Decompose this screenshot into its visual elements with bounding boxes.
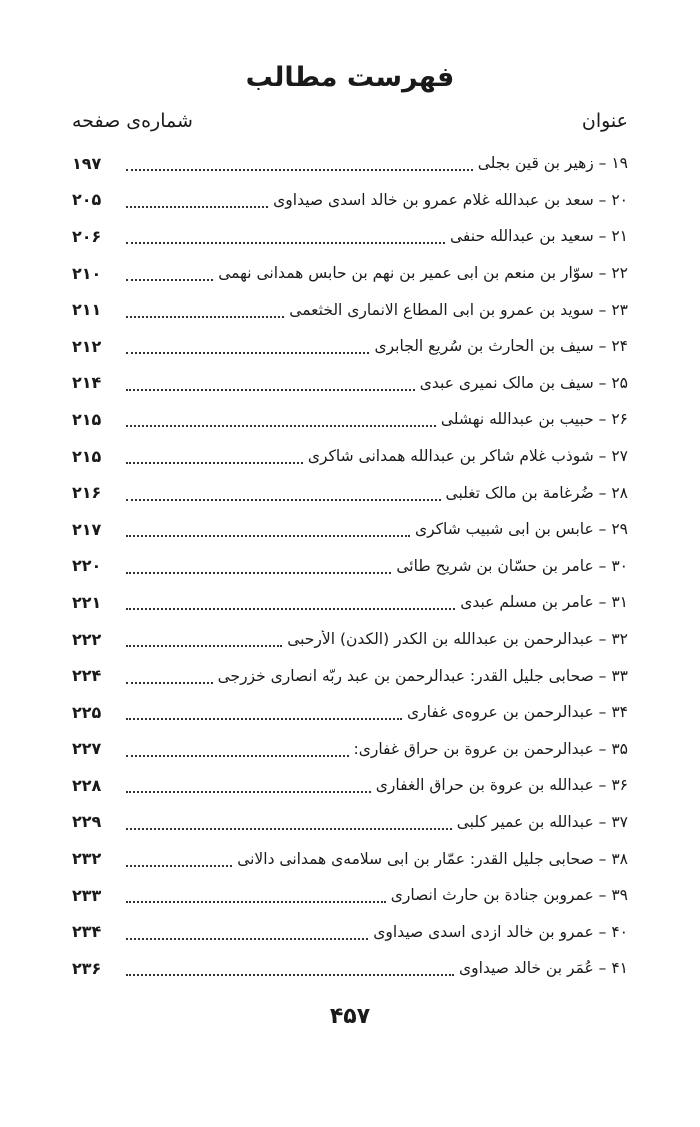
- toc-entry[interactable]: [72, 511, 628, 548]
- dot-leader: [126, 444, 303, 464]
- toc-entry[interactable]: [72, 840, 628, 877]
- toc-entry[interactable]: [72, 731, 628, 768]
- toc-entry-title: ۳۷ – عبدالله بن عمیر کلبی: [456, 812, 628, 831]
- toc-entry-title: ۲۸ – ضُرغامة بن مالک تغلبی: [445, 483, 628, 502]
- toc-entry-page: ۲۳۶: [72, 958, 102, 978]
- toc-entry-page: ۲۱۶: [72, 483, 102, 503]
- toc-entry-page: ۲۳۳: [72, 885, 102, 905]
- page-number: ۴۵۷: [329, 1004, 371, 1029]
- toc-entry-title: ۲۵ – سیف بن مالک نمیری عبدی: [419, 373, 628, 392]
- toc-entry-title: ۲۷ – شوذب غلام شاکر بن عبدالله همدانی شاکری: [307, 447, 628, 466]
- toc-entry-page: ۲۱۵: [72, 409, 102, 429]
- toc-entry-title: ۳۵ – عبدالرحمن بن عروة بن حراق غفاری:: [353, 739, 628, 758]
- toc-entry-title: ۳۱ – عامر بن مسلم عبدی: [460, 593, 628, 612]
- dot-leader: [126, 700, 402, 720]
- toc-list: [72, 145, 628, 987]
- toc-entry-page: ۲۲۴: [72, 666, 102, 686]
- toc-entry[interactable]: [72, 328, 628, 365]
- dot-leader: [126, 371, 415, 391]
- dot-leader: [126, 188, 268, 208]
- toc-entry-title: ۲۳ – سوید بن عمرو بن ابی المطاع الانماری الخثعمی: [289, 300, 628, 319]
- dot-leader: [126, 773, 371, 793]
- toc-entry-title: ۳۴ – عبدالرحمن بن عروه‌ی غفاری: [407, 703, 628, 722]
- toc-entry-title: ۲۱ – سعید بن عبدالله حنفی: [450, 227, 628, 246]
- toc-entry-title: ۴۱ – عُمَر بن خالد صیداوی: [459, 959, 628, 978]
- dot-leader: [126, 261, 213, 281]
- toc-entry-page: ۲۱۵: [72, 446, 102, 466]
- toc-entry-page: ۲۳۴: [72, 922, 102, 942]
- toc-entry-page: ۲۲۰: [72, 556, 102, 576]
- dot-leader: [126, 590, 455, 610]
- dot-leader: [126, 810, 452, 830]
- toc-entry[interactable]: [72, 913, 628, 950]
- dot-leader: [126, 554, 391, 574]
- dot-leader: [126, 481, 441, 501]
- toc-entry-page: ۲۱۰: [72, 263, 102, 283]
- toc-entry[interactable]: [72, 255, 628, 292]
- toc-entry-title: ۳۰ – عامر بن حسّان بن شریح طائی: [396, 556, 628, 575]
- toc-entry-page: ۲۲۸: [72, 775, 102, 795]
- toc-entry-page: ۲۱۴: [72, 373, 102, 393]
- dot-leader: [126, 334, 369, 354]
- dot-leader: [126, 883, 386, 903]
- dot-leader: [126, 920, 368, 940]
- toc-entry-page: ۲۲۱: [72, 592, 102, 612]
- toc-entry-page: ۲۳۲: [72, 849, 102, 869]
- toc-entry-page: ۲۲۵: [72, 702, 102, 722]
- dot-leader: [126, 224, 445, 244]
- toc-entry[interactable]: [72, 145, 628, 182]
- toc-entry-title: ۲۶ – حبیب بن عبدالله نهشلی: [440, 410, 628, 429]
- toc-entry[interactable]: [72, 365, 628, 402]
- toc-entry-page: ۲۱۱: [72, 300, 102, 320]
- toc-entry[interactable]: [72, 621, 628, 658]
- toc-entry-title: ۲۰ – سعد بن عبدالله غلام عمرو بن خالد اسدی صیداوی: [273, 190, 628, 209]
- page-column-heading: شماره‌ی صفحه: [72, 110, 193, 132]
- toc-header: [72, 110, 628, 140]
- page-title: فهرست مطالب: [245, 62, 455, 93]
- toc-entry-title: ۳۳ – صحابی جلیل القدر: عبدالرحمن بن عبد ربّه انصاری خزرجی: [217, 666, 628, 685]
- toc-entry-page: ۲۲۲: [72, 629, 102, 649]
- toc-entry[interactable]: [72, 657, 628, 694]
- toc-entry-page: ۲۲۷: [72, 739, 102, 759]
- toc-entry-title: ۱۹ – زهیر بن قین بجلی: [477, 154, 628, 173]
- dot-leader: [126, 847, 232, 867]
- toc-entry[interactable]: [72, 182, 628, 219]
- toc-entry-title: ۳۲ – عبدالرحمن بن عبدالله بن الکدر (الکدن) الأرحبی: [287, 630, 628, 649]
- dot-leader: [126, 298, 284, 318]
- toc-entry-page: ۲۲۹: [72, 812, 102, 832]
- toc-entry[interactable]: [72, 438, 628, 475]
- toc-entry-page: ۲۱۲: [72, 336, 102, 356]
- toc-entry[interactable]: [72, 804, 628, 841]
- title-column-heading: عنوان: [581, 110, 628, 132]
- toc-entry[interactable]: [72, 694, 628, 731]
- toc-entry[interactable]: [72, 548, 628, 585]
- dot-leader: [126, 664, 213, 684]
- toc-entry[interactable]: [72, 401, 628, 438]
- toc-entry[interactable]: [72, 584, 628, 621]
- toc-entry[interactable]: [72, 767, 628, 804]
- toc-entry-title: ۲۲ – سوّار بن منعم بن ابی عمیر بن نهم بن حابس همدانی نهمی: [218, 264, 628, 283]
- dot-leader: [126, 956, 454, 976]
- toc-entry[interactable]: [72, 877, 628, 914]
- toc-entry-title: ۳۹ – عمروبن جنادة بن حارث انصاری: [390, 886, 628, 905]
- toc-entry-page: ۲۰۶: [72, 226, 102, 246]
- toc-entry[interactable]: [72, 474, 628, 511]
- toc-entry-page: ۱۹۷: [72, 153, 102, 173]
- toc-entry-page: ۲۱۷: [72, 519, 102, 539]
- toc-entry[interactable]: [72, 291, 628, 328]
- toc-entry-title: ۴۰ – عمرو بن خالد ازدی اسدی صیداوی: [373, 922, 628, 941]
- dot-leader: [126, 151, 473, 171]
- dot-leader: [126, 517, 410, 537]
- toc-entry[interactable]: [72, 218, 628, 255]
- toc-entry-page: ۲۰۵: [72, 190, 102, 210]
- toc-entry-title: ۳۸ – صحابی جلیل القدر: عمّار بن ابی سلامه‌ی همدانی دالانی: [237, 849, 628, 868]
- toc-entry[interactable]: [72, 950, 628, 987]
- toc-entry-title: ۲۹ – عابس بن ابی شبیب شاکری: [414, 520, 628, 539]
- dot-leader: [126, 407, 436, 427]
- toc-entry-title: ۲۴ – سیف بن الحارث بن سُریع الجابری: [374, 337, 628, 356]
- dot-leader: [126, 627, 282, 647]
- dot-leader: [126, 737, 349, 757]
- toc-entry-title: ۳۶ – عبدالله بن عروة بن حراق الغفاری: [375, 776, 628, 795]
